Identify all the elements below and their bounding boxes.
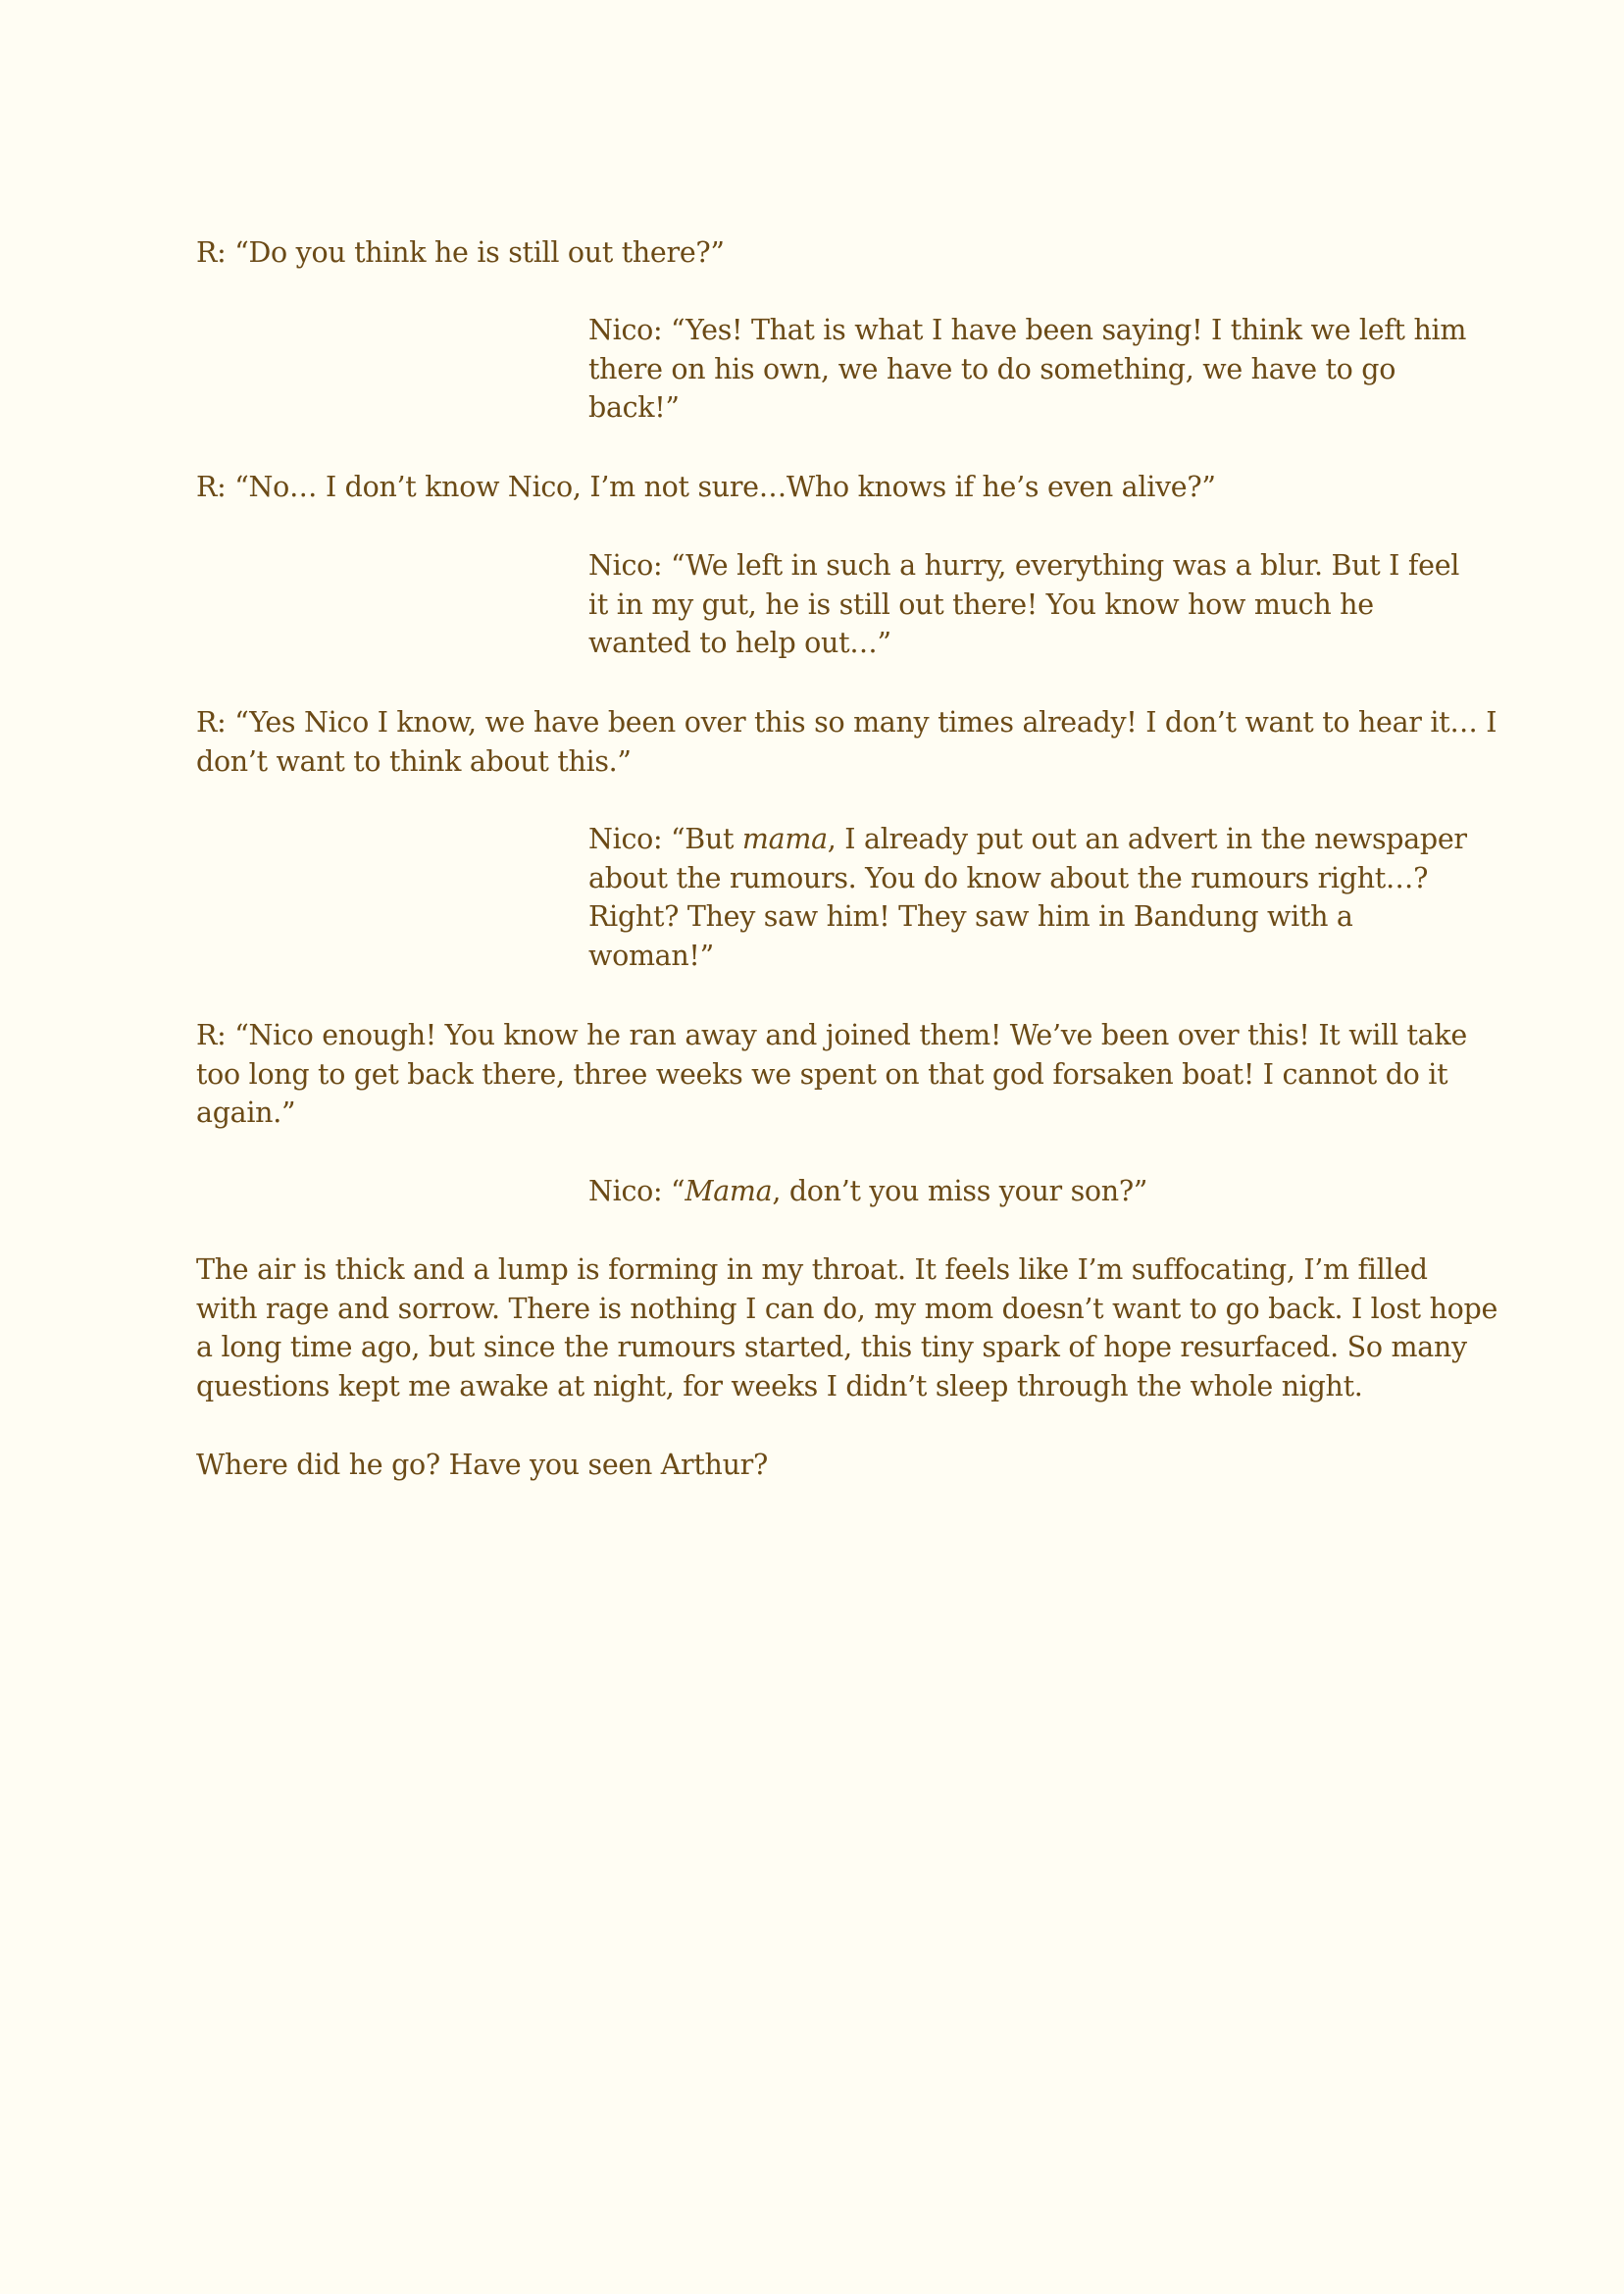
text-segment: Nico: “But	[588, 823, 742, 855]
emphasized-word: mama	[741, 823, 828, 855]
dialogue-r-1	[196, 233, 1451, 273]
text-line	[588, 1172, 1451, 1211]
closing-line	[196, 1446, 1451, 1485]
text-line: R: “Yes Nico I know, we have been over this so many times already! I don’t want to hear it… I	[196, 706, 1497, 739]
dialogue-r-3	[196, 703, 1497, 781]
dialogue-nico-4	[588, 1172, 1451, 1211]
text-line: Right? They saw him! They saw him in Bandung with a	[588, 900, 1353, 933]
text-line: The air is thick and a lump is forming in my throat. It feels like I’m suffocating, I’m filled	[196, 1253, 1428, 1286]
text-line: R: “No… I don’t know Nico, I’m not sure…Who knows if he’s even alive?”	[196, 471, 1216, 503]
dialogue-nico-2	[588, 546, 1460, 663]
text-line: R: “Do you think he is still out there?”	[196, 236, 725, 269]
text-line: Nico: “Yes! That is what I have been saying! I think we left him	[588, 314, 1467, 346]
text-line: woman!”	[588, 939, 714, 972]
emphasized-word: Mama	[685, 1175, 773, 1207]
text-segment: , I already put out an advert in the newspaper	[827, 823, 1467, 855]
text-line: about the rumours. You do know about the rumours right…?	[588, 861, 1429, 894]
text-line: R: “Nico enough! You know he ran away and joined them! We’ve been over this! It will take	[196, 1019, 1467, 1051]
dialogue-r-2	[196, 468, 1451, 507]
text-line: questions kept me awake at night, for weeks I didn’t sleep through the whole night.	[196, 1369, 1363, 1402]
text-line: there on his own, we have to do something, we have to go	[588, 352, 1396, 385]
text-segment: Nico: “	[588, 1175, 685, 1207]
text-line	[588, 820, 1467, 859]
text-line: again.”	[196, 1096, 296, 1129]
text-line: back!”	[588, 391, 680, 424]
text-segment: , don’t you miss your son?”	[772, 1175, 1148, 1207]
dialogue-nico-3	[588, 820, 1467, 975]
text-line: too long to get back there, three weeks we spent on that god forsaken boat! I cannot do it	[196, 1057, 1448, 1091]
narrative-paragraph	[196, 1250, 1498, 1405]
text-line: a long time ago, but since the rumours started, this tiny spark of hope resurfaced. So many	[196, 1331, 1467, 1363]
dialogue-r-4	[196, 1016, 1467, 1133]
text-line: Nico: “We left in such a hurry, everything was a blur. But I feel	[588, 549, 1460, 582]
text-line: it in my gut, he is still out there! You know how much he	[588, 587, 1374, 621]
text-line: with rage and sorrow. There is nothing I can do, my mom doesn’t want to go back. I lost hope	[196, 1292, 1498, 1325]
text-line: wanted to help out…”	[588, 627, 891, 659]
text-line: Where did he go? Have you seen Arthur?	[196, 1449, 768, 1481]
text-line: don’t want to think about this.”	[196, 744, 632, 778]
dialogue-nico-1	[588, 311, 1467, 428]
